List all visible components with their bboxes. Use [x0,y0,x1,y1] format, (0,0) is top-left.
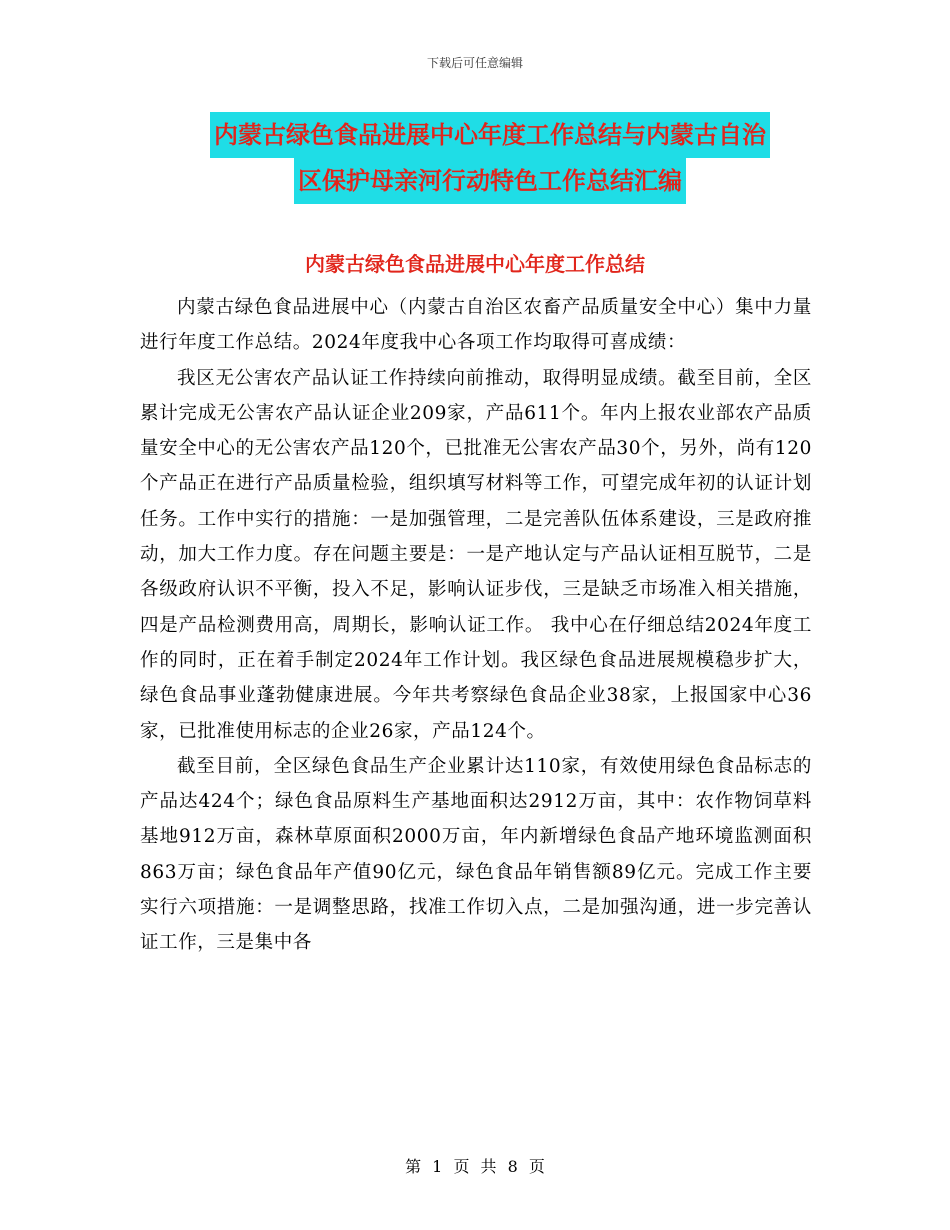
header-note: 下载后可任意编辑 [426,56,523,70]
section-title: 内蒙古绿色食品进展中心年度工作总结 [305,252,645,276]
document-title [140,112,840,204]
page-number: 第 1 页 共 8 页 [405,1157,545,1176]
document-body [140,290,812,961]
paragraph: 截至目前，全区绿色食品生产企业累计达110家，有效使用绿色食品标志的产品达424个；绿色食品原料生产基地面积达2912万亩，其中：农作物饲草料基地912万亩，森林草原面积2000万亩，年内新增绿色食品产地环境监测面积863万亩；绿色食品年产值90亿元，绿色食品年销售额89亿元。完成工作主要实行六项措施：一是调整思路，找准工作切入点，二是加强沟通，进一步完善认证工作，三是集中各 [140,755,812,954]
paragraph: 内蒙古绿色食品进展中心（内蒙古自治区农畜产品质量安全中心）集中力量进行年度工作总结。2024年度我中心各项工作均取得可喜成绩： [140,297,812,354]
document-title-line-2: 区保护母亲河行动特色工作总结汇编 [294,158,686,204]
paragraph: 我区无公害农产品认证工作持续向前推动，取得明显成绩。截至目前，全区累计完成无公害农产品认证企业209家，产品611个。年内上报农业部农产品质量安全中心的无公害农产品120个，已批准无公害农产品30个，另外，尚有120个产品正在进行产品质量检验，组织填写材料等工作，可望完成年初的认证计划任务。工作中实行的措施：一是加强管理，二是完善队伍体系建设，三是政府推动，加大工作力度。存在问题主要是：一是产地认定与产品认证相互脱节，二是各级政府认识不平衡，投入不足，影响认证步伐，三是缺乏市场准入相关措施，四是产品检测费用高，周期长，影响认证工作。 我中心在仔细总结2024年度工作的同时，正在着手制定2024年工作计划。我区绿色食品进展规模稳步扩大，绿色食品事业蓬勃健康进展。今年共考察绿色食品企业38家，上报国家中心36家，已批准使用标志的企业26家，产品124个。 [140,367,812,742]
document-title-line-1: 内蒙古绿色食品进展中心年度工作总结与内蒙古自治 [210,112,770,158]
